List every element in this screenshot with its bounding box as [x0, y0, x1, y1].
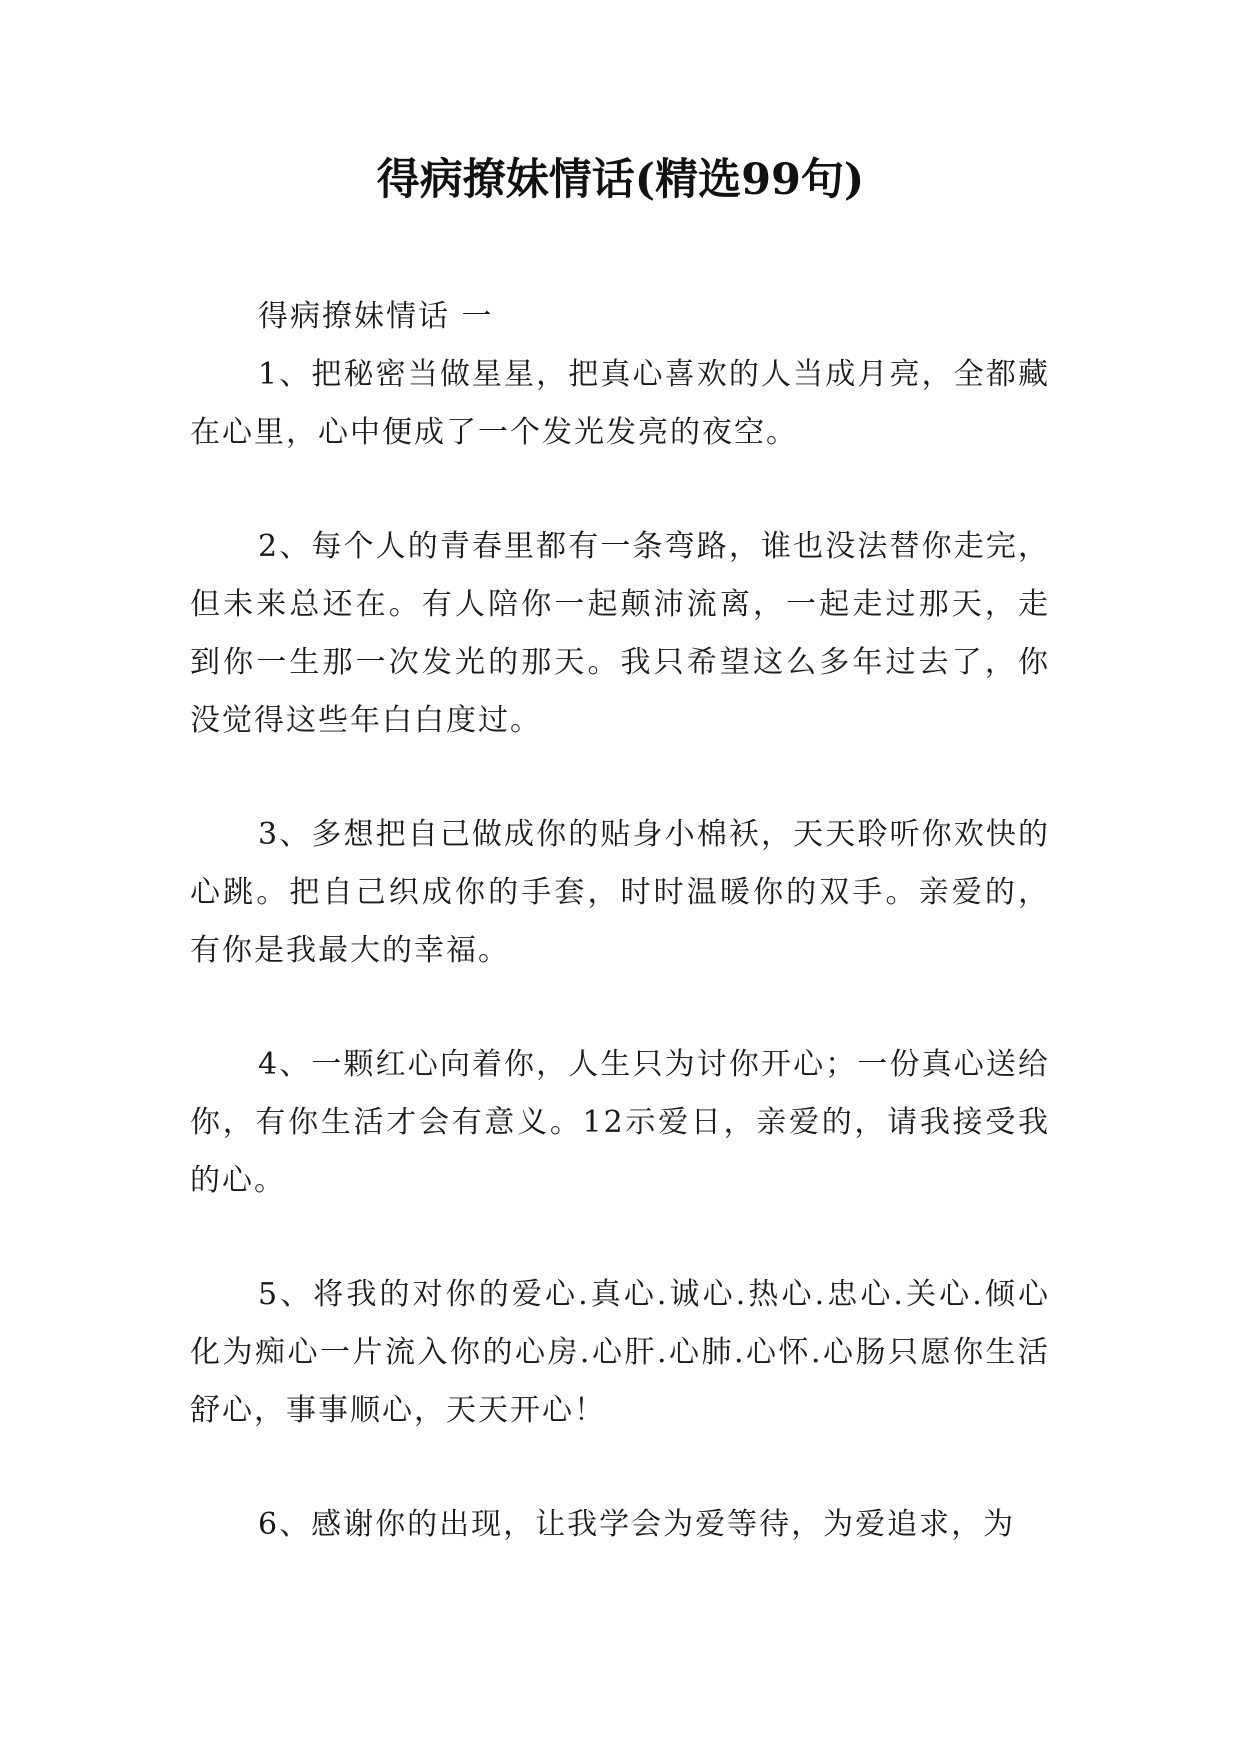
paragraph-4: 4、一颗红心向着你，人生只为讨你开心；一份真心送给你，有你生活才会有意义。12示爱日，亲爱的，请我接受我的心。: [190, 1047, 1050, 1198]
document-body: [190, 288, 1050, 1610]
paragraph-1: 1、把秘密当做星星，把真心喜欢的人当成月亮，全都藏在心里，心中便成了一个发光发亮的夜空。: [190, 357, 1050, 450]
page-title: 得病撩妹情话(精选99句): [376, 155, 865, 205]
paragraph-3: 3、多想把自己做成你的贴身小棉袄，天天聆听你欢快的心跳。把自己织成你的手套，时时温暖你的双手。亲爱的，有你是我最大的幸福。: [190, 817, 1050, 968]
paragraph-5: 5、将我的对你的爱心.真心.诚心.热心.忠心.关心.倾心化为痴心一片流入你的心房.心肝.心肺.心怀.心肠只愿你生活舒心，事事顺心，天天开心！: [190, 1277, 1050, 1428]
paragraph-6: 6、感谢你的出现，让我学会为爱等待，为爱追求，为: [258, 1507, 1016, 1542]
section-heading: 得病撩妹情话 一: [258, 299, 494, 334]
paragraph-2: 2、每个人的青春里都有一条弯路，谁也没法替你走完，但未来总还在。有人陪你一起颠沛流离，一起走过那天，走到你一生那一次发光的那天。我只希望这么多年过去了，你没觉得这些年白白度过。: [190, 529, 1050, 738]
